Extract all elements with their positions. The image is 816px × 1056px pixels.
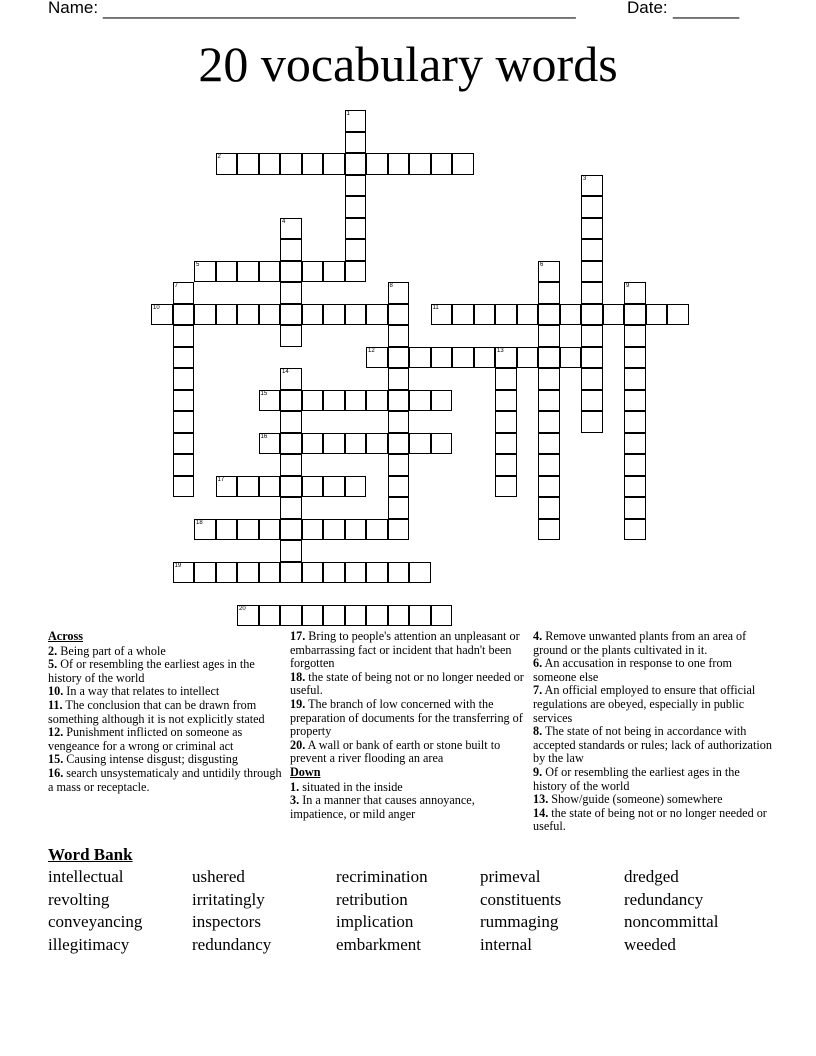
crossword-cell[interactable] <box>345 390 367 412</box>
clue-number-label: 12. <box>48 725 64 740</box>
word-bank-item: retribution <box>336 889 408 909</box>
crossword-cell[interactable] <box>280 218 302 240</box>
crossword-cell[interactable] <box>173 454 195 476</box>
crossword-cell[interactable] <box>538 454 560 476</box>
crossword-cell[interactable] <box>409 433 431 455</box>
crossword-cell[interactable] <box>452 153 474 175</box>
clue-item <box>48 767 284 794</box>
crossword-cell[interactable] <box>194 304 216 326</box>
clue-text: search unsystematicaly and untidily through a mass or receptacle. <box>48 765 282 794</box>
clue-text: In a way that relates to intellect <box>66 684 220 699</box>
word-bank-item: embarkment <box>336 935 421 955</box>
crossword-cell[interactable] <box>474 304 496 326</box>
clue-number-label: 14. <box>533 805 549 820</box>
crossword-cell[interactable] <box>366 605 388 627</box>
crossword-cell[interactable] <box>323 605 345 627</box>
clue-number-label: 2. <box>48 643 58 658</box>
crossword-cell[interactable] <box>495 390 517 412</box>
crossword-cell[interactable] <box>280 519 302 541</box>
clue-number: 12 <box>368 347 375 354</box>
crossword-cell[interactable] <box>452 347 474 369</box>
clue-number: 7 <box>174 283 178 289</box>
clue-number-label: 7. <box>533 683 543 698</box>
clue-text: An official employed to ensure that official regulations are obeyed, especially in public services <box>533 683 756 725</box>
crossword-cell[interactable] <box>538 368 560 390</box>
crossword-cell[interactable] <box>538 433 560 455</box>
crossword-cell[interactable] <box>237 261 259 283</box>
crossword-cell[interactable] <box>624 497 646 519</box>
crossword-cell[interactable] <box>345 433 367 455</box>
crossword-cell[interactable] <box>259 605 281 627</box>
clue-number: 18 <box>196 519 203 526</box>
crossword-cell[interactable] <box>259 390 281 412</box>
crossword-cell[interactable] <box>216 562 238 584</box>
crossword-cell[interactable] <box>388 304 410 326</box>
clues-column-1 <box>48 630 284 794</box>
crossword-cell[interactable] <box>216 153 238 175</box>
clue-number: 9 <box>626 283 630 289</box>
crossword-cell[interactable] <box>624 476 646 498</box>
crossword-cell[interactable] <box>538 325 560 347</box>
clue-number-label: 11. <box>48 697 63 712</box>
word-bank-item: redundancy <box>192 935 272 955</box>
crossword-cell[interactable] <box>538 476 560 498</box>
crossword-cell[interactable] <box>173 476 195 498</box>
clue-heading: Across <box>48 629 83 643</box>
crossword-cell[interactable] <box>538 390 560 412</box>
crossword-cell[interactable] <box>173 282 195 304</box>
crossword-cell[interactable] <box>323 153 345 175</box>
crossword-cell[interactable] <box>280 282 302 304</box>
crossword-cell[interactable] <box>280 540 302 562</box>
crossword-cell[interactable] <box>259 562 281 584</box>
crossword-cell[interactable] <box>345 519 367 541</box>
crossword-cell[interactable] <box>216 261 238 283</box>
clue-number-label: 16. <box>48 765 64 780</box>
crossword-cell[interactable] <box>366 519 388 541</box>
crossword-cell[interactable] <box>259 519 281 541</box>
crossword-cell[interactable] <box>581 368 603 390</box>
crossword-cell[interactable] <box>474 347 496 369</box>
crossword-cell[interactable] <box>388 282 410 304</box>
clue-item <box>290 781 526 795</box>
crossword-cell[interactable] <box>237 476 259 498</box>
crossword-cell[interactable] <box>388 153 410 175</box>
crossword-cell[interactable] <box>345 562 367 584</box>
word-bank-item: irritatingly <box>192 889 265 909</box>
clue-item <box>48 658 284 685</box>
word-bank-item: weeded <box>624 935 676 955</box>
crossword-cell[interactable] <box>302 562 324 584</box>
crossword-cell[interactable] <box>409 153 431 175</box>
page-title: 20 vocabulary words <box>198 36 618 92</box>
crossword-cell[interactable] <box>173 325 195 347</box>
crossword-cell[interactable] <box>259 304 281 326</box>
crossword-cell[interactable] <box>624 304 646 326</box>
crossword-cell[interactable] <box>173 390 195 412</box>
crossword-cell[interactable] <box>431 347 453 369</box>
clue-number-label: 1. <box>290 779 300 794</box>
word-bank-item: redundancy <box>624 889 704 909</box>
clue-number: 4 <box>282 218 286 225</box>
crossword-cell[interactable] <box>345 132 367 154</box>
crossword-cell[interactable] <box>259 261 281 283</box>
crossword-cell[interactable] <box>409 605 431 627</box>
clue-item <box>533 725 773 766</box>
crossword-cell[interactable] <box>345 175 367 197</box>
clue-number: 13 <box>497 347 504 354</box>
crossword-cell[interactable] <box>280 605 302 627</box>
crossword-cell[interactable] <box>280 325 302 347</box>
crossword-cell[interactable] <box>388 390 410 412</box>
crossword-cell[interactable] <box>581 196 603 218</box>
crossword-cell[interactable] <box>409 347 431 369</box>
clue-number-label: 17. <box>290 629 306 643</box>
word-bank-item: primeval <box>480 867 541 886</box>
clue-number: 3 <box>583 175 587 182</box>
clue-number-label: 4. <box>533 629 543 643</box>
crossword-cell[interactable] <box>366 153 388 175</box>
crossword-cell[interactable] <box>538 261 560 283</box>
clue-text: Of or resembling the earliest ages in the history of the world <box>48 657 255 685</box>
crossword-cell[interactable] <box>624 347 646 369</box>
crossword-cell[interactable] <box>581 390 603 412</box>
crossword-cell[interactable] <box>194 261 216 283</box>
crossword-cell[interactable] <box>495 368 517 390</box>
word-bank-item: illegitimacy <box>48 935 130 955</box>
crossword-cell[interactable] <box>538 282 560 304</box>
crossword-cell[interactable] <box>388 454 410 476</box>
clue-text: Bring to people's attention an unpleasant or embarrassing fact or incident that hadn't been forgotten <box>290 629 520 671</box>
clues-column-2 <box>290 630 526 821</box>
crossword-cell[interactable] <box>280 562 302 584</box>
clue-text: Being part of a whole <box>60 643 166 658</box>
clue-item <box>533 684 773 725</box>
crossword-cell[interactable] <box>366 304 388 326</box>
clue-item <box>290 739 526 766</box>
crossword-cell[interactable] <box>173 562 195 584</box>
crossword-cell[interactable] <box>173 347 195 369</box>
crossword-cell[interactable] <box>517 347 539 369</box>
crossword-cell[interactable] <box>431 153 453 175</box>
crossword-cell[interactable] <box>173 411 195 433</box>
crossword-cell[interactable] <box>581 282 603 304</box>
word-bank-item: intellectual <box>48 867 124 886</box>
clue-heading: Down <box>290 764 321 779</box>
clue-item <box>290 794 526 821</box>
crossword-cell[interactable] <box>280 261 302 283</box>
crossword-cell[interactable] <box>280 476 302 498</box>
date-field[interactable]: _______ <box>673 0 740 19</box>
crossword-cell[interactable] <box>495 476 517 498</box>
crossword-cell[interactable] <box>495 433 517 455</box>
clue-number-label: 18. <box>290 669 306 684</box>
clue-number-label: 10. <box>48 684 64 699</box>
crossword-cell[interactable] <box>581 411 603 433</box>
crossword-cell[interactable] <box>237 519 259 541</box>
crossword-cell[interactable] <box>624 282 646 304</box>
crossword-cell[interactable] <box>280 411 302 433</box>
clue-item <box>533 807 773 834</box>
crossword-cell[interactable] <box>345 261 367 283</box>
word-bank-item: conveyancing <box>48 912 143 932</box>
clue-number: 17 <box>217 476 225 483</box>
crossword-cell[interactable] <box>388 325 410 347</box>
clue-number: 2 <box>217 154 221 160</box>
crossword-cell[interactable] <box>388 519 410 541</box>
crossword-cell[interactable] <box>624 325 646 347</box>
clue-text: Causing intense disgust; disgusting <box>66 752 238 767</box>
clue-number-label: 5. <box>48 657 58 672</box>
crossword-cell[interactable] <box>581 261 603 283</box>
crossword-cell[interactable] <box>345 153 367 175</box>
crossword-cell[interactable] <box>452 304 474 326</box>
clue-item <box>290 698 526 739</box>
crossword-cell[interactable] <box>517 304 539 326</box>
crossword-cell[interactable] <box>323 433 345 455</box>
crossword-cell[interactable] <box>581 218 603 240</box>
crossword-cell[interactable] <box>538 304 560 326</box>
crossword-cell[interactable] <box>624 368 646 390</box>
crossword-cell[interactable] <box>581 304 603 326</box>
crossword-cell[interactable] <box>216 476 238 498</box>
word-bank-title: Word Bank <box>48 845 133 864</box>
clue-item <box>290 671 526 698</box>
clue-item <box>533 766 773 793</box>
word-bank-item: constituents <box>480 889 562 909</box>
crossword-cell[interactable] <box>581 175 603 197</box>
crossword-cell[interactable] <box>409 562 431 584</box>
clue-text: In a manner that causes annoyance, impatience, or mild anger <box>290 793 475 821</box>
crossword-cell[interactable] <box>323 562 345 584</box>
crossword-cell[interactable] <box>216 304 238 326</box>
crossword-cell[interactable] <box>431 433 453 455</box>
name-label: Name: <box>48 0 99 17</box>
clue-number: 16 <box>260 433 268 440</box>
crossword-cell[interactable] <box>495 304 517 326</box>
clue-text: Remove unwanted plants from an area of ground or the plants cultivated in it. <box>533 629 747 657</box>
crossword-cell[interactable] <box>431 605 453 627</box>
clue-number: 1 <box>346 111 350 117</box>
word-bank <box>48 867 768 958</box>
crossword-cell[interactable] <box>323 261 345 283</box>
clue-item <box>533 657 773 684</box>
crossword-cell[interactable] <box>237 562 259 584</box>
crossword-cell[interactable] <box>431 304 453 326</box>
clue-number-label: 13. <box>533 792 549 807</box>
crossword-cell[interactable] <box>624 454 646 476</box>
clue-item <box>48 726 284 753</box>
crossword-cell[interactable] <box>173 433 195 455</box>
crossword-cell[interactable] <box>345 239 367 261</box>
clue-number: 6 <box>540 261 544 268</box>
clue-item <box>533 793 773 807</box>
clue-number: 20 <box>239 605 246 612</box>
crossword-cell[interactable] <box>280 368 302 390</box>
crossword-cell[interactable] <box>259 476 281 498</box>
crossword-cell[interactable] <box>624 433 646 455</box>
word-bank-item: implication <box>336 912 414 932</box>
crossword-cell[interactable] <box>302 153 324 175</box>
crossword-cell[interactable] <box>366 347 388 369</box>
crossword-cell[interactable] <box>388 476 410 498</box>
crossword-cell[interactable] <box>194 562 216 584</box>
name-field[interactable]: __________________________________________________ <box>103 0 576 19</box>
crossword-cell[interactable] <box>431 390 453 412</box>
crossword-cell[interactable] <box>323 519 345 541</box>
crossword-cell[interactable] <box>388 605 410 627</box>
crossword-cell[interactable] <box>538 497 560 519</box>
crossword-cell[interactable] <box>345 218 367 240</box>
clue-number-label: 3. <box>290 793 300 808</box>
clue-text: A wall or bank of earth or stone built to prevent a river flooding an area <box>290 737 501 766</box>
clue-number: 14 <box>282 369 289 375</box>
crossword-cell[interactable] <box>345 605 367 627</box>
crossword-cell[interactable] <box>302 261 324 283</box>
crossword-cell[interactable] <box>345 110 367 132</box>
crossword-cell[interactable] <box>560 304 582 326</box>
crossword-cell[interactable] <box>345 196 367 218</box>
crossword-cell[interactable] <box>646 304 668 326</box>
crossword-cell[interactable] <box>388 433 410 455</box>
crossword-cell[interactable] <box>259 153 281 175</box>
crossword-cell[interactable] <box>280 304 302 326</box>
word-bank-item: noncommittal <box>624 912 719 932</box>
crossword-cell[interactable] <box>151 304 173 326</box>
crossword-cell[interactable] <box>581 239 603 261</box>
crossword-cell[interactable] <box>302 519 324 541</box>
crossword-cell[interactable] <box>216 519 238 541</box>
crossword-cell[interactable] <box>388 347 410 369</box>
clue-number-label: 20. <box>290 737 306 752</box>
crossword-cell[interactable] <box>366 390 388 412</box>
clue-number: 5 <box>196 261 200 268</box>
crossword-cell[interactable] <box>237 153 259 175</box>
clue-number: 19 <box>174 562 182 569</box>
crossword-cell[interactable] <box>495 411 517 433</box>
clue-item <box>48 685 284 699</box>
clue-text: Of or resembling the earliest ages in the history of the world <box>533 764 740 793</box>
clue-number: 8 <box>389 283 393 289</box>
crossword-cell[interactable] <box>366 433 388 455</box>
clue-number-label: 6. <box>533 656 543 671</box>
word-bank-item: recrimination <box>336 867 428 886</box>
crossword-cell[interactable] <box>280 153 302 175</box>
crossword-cell[interactable] <box>237 605 259 627</box>
clue-text: Punishment inflicted on someone as vengeance for a wrong or criminal act <box>48 725 243 753</box>
clue-number: 15 <box>260 390 268 397</box>
crossword-cell[interactable] <box>388 411 410 433</box>
clue-number-label: 15. <box>48 752 64 767</box>
crossword-cell[interactable] <box>280 497 302 519</box>
clue-text: The branch of low concerned with the preparation of documents for the transferring of property <box>290 696 523 739</box>
crossword-cell[interactable] <box>323 476 345 498</box>
crossword-cell[interactable] <box>388 562 410 584</box>
crossword-cell[interactable] <box>280 390 302 412</box>
crossword-cell[interactable] <box>624 519 646 541</box>
word-bank-item: internal <box>480 935 532 955</box>
crossword-cell[interactable] <box>560 347 582 369</box>
crossword-cell[interactable] <box>388 497 410 519</box>
crossword-cell[interactable] <box>302 304 324 326</box>
crossword-cell[interactable] <box>302 390 324 412</box>
crossword-cell[interactable] <box>173 304 195 326</box>
clue-text: the state of being not or no longer needed or useful. <box>290 669 524 698</box>
clue-item <box>533 630 773 657</box>
crossword-cell[interactable] <box>237 304 259 326</box>
clue-text: The state of not being in accordance with accepted standards or rules; lack of authorization by the law <box>533 724 772 766</box>
clue-text: situated in the inside <box>302 779 403 794</box>
crossword-cell[interactable] <box>581 325 603 347</box>
crossword-cell[interactable] <box>624 411 646 433</box>
crossword-cell[interactable] <box>302 476 324 498</box>
crossword-cell[interactable] <box>194 519 216 541</box>
clue-number: 10 <box>153 304 160 311</box>
crossword-cell[interactable] <box>302 433 324 455</box>
clue-text: An accusation in response to one from someone else <box>533 656 733 684</box>
crossword-cell[interactable] <box>173 368 195 390</box>
date-label: Date: <box>627 0 668 17</box>
clue-number-label: 9. <box>533 764 543 779</box>
crossword-cell[interactable] <box>538 519 560 541</box>
clue-number-label: 8. <box>533 724 543 739</box>
crossword-cell[interactable] <box>345 476 367 498</box>
clue-number: 11 <box>432 304 439 311</box>
crossword-cell[interactable] <box>581 347 603 369</box>
crossword-cell[interactable] <box>538 347 560 369</box>
crossword-cell[interactable] <box>538 411 560 433</box>
crossword-cell[interactable] <box>259 433 281 455</box>
word-bank-item: inspectors <box>192 912 261 932</box>
clues-column-3 <box>533 630 773 834</box>
crossword-cell[interactable] <box>323 304 345 326</box>
word-bank-item: rummaging <box>480 912 559 932</box>
crossword-cell[interactable] <box>345 304 367 326</box>
crossword-cell[interactable] <box>280 239 302 261</box>
crossword-cell[interactable] <box>624 390 646 412</box>
clue-item <box>48 645 284 659</box>
crossword-cell[interactable] <box>280 433 302 455</box>
clue-item <box>48 699 284 726</box>
crossword-cell[interactable] <box>495 347 517 369</box>
crossword-cell[interactable] <box>323 390 345 412</box>
clue-text: Show/guide (someone) somewhere <box>551 792 723 807</box>
clue-number-label: 19. <box>290 696 306 711</box>
crossword-cell[interactable] <box>409 390 431 412</box>
clue-text: the state of being not or no longer needed or useful. <box>533 805 767 834</box>
word-bank-item: ushered <box>192 867 245 886</box>
word-bank-item: revolting <box>48 889 110 909</box>
crossword-cell[interactable] <box>495 454 517 476</box>
clue-item <box>48 753 284 767</box>
clue-item <box>290 630 526 671</box>
crossword-cell[interactable] <box>667 304 689 326</box>
crossword-cell[interactable] <box>280 454 302 476</box>
clue-text: The conclusion that can be drawn from something although it is not explicitly stated <box>48 697 265 726</box>
crossword-cell[interactable] <box>603 304 625 326</box>
crossword-cell[interactable] <box>366 562 388 584</box>
crossword-cell[interactable] <box>388 368 410 390</box>
word-bank-item: dredged <box>624 867 679 886</box>
crossword-cell[interactable] <box>302 605 324 627</box>
